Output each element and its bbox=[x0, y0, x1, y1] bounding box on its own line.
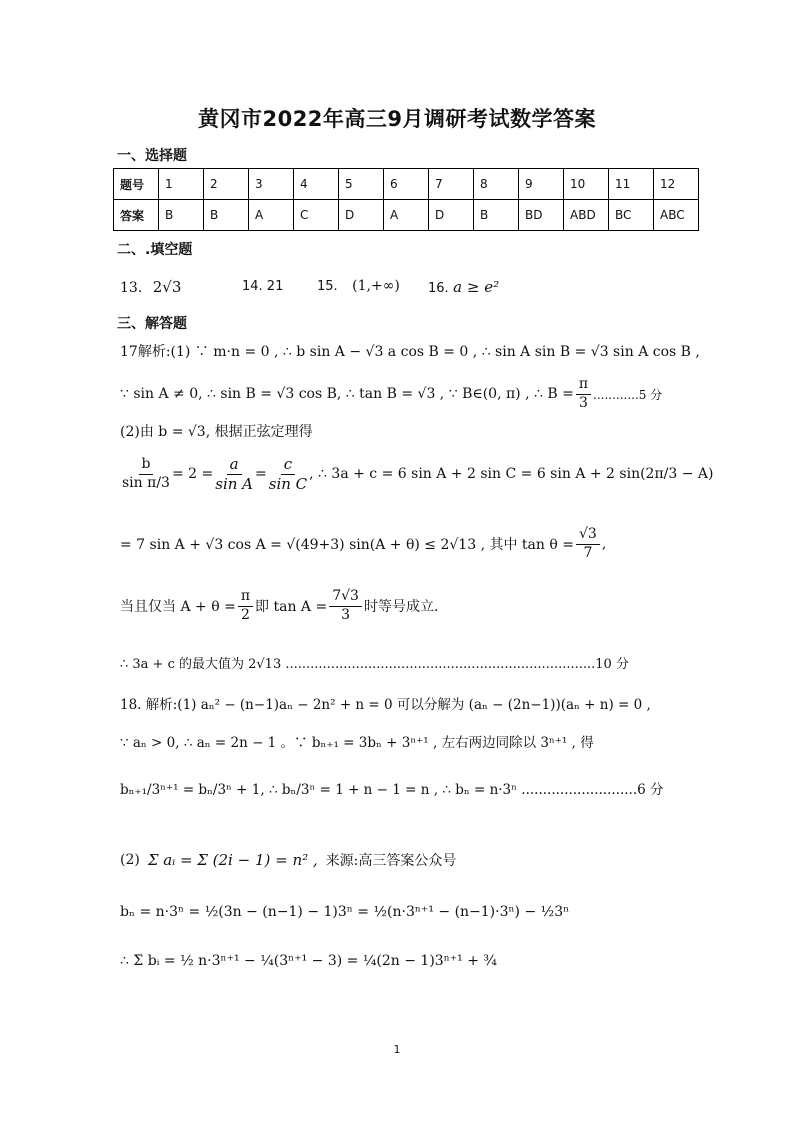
q17-line-6 bbox=[120, 588, 438, 624]
q15-value: (1,+∞) bbox=[352, 278, 400, 294]
q18-line-5: bₙ = n·3ⁿ = ½(3n − (n−1) − 1)3ⁿ = ½(n·3ⁿ⁺¹ − (n−1)·3ⁿ) − ½3ⁿ bbox=[120, 904, 570, 920]
q17-line-1: 17解析:(1) ∵ m·n = 0 , ∴ b sin A − √3 a cos B = 0 , ∴ sin A sin B = √3 sin A cos B , bbox=[120, 344, 700, 360]
answer-cell: B bbox=[159, 200, 204, 231]
row-header-answer: 答案 bbox=[114, 200, 159, 231]
q15-label: 15. bbox=[317, 279, 338, 294]
q18-line-2: ∵ aₙ > 0, ∴ aₙ = 2n − 1 。∵ bₙ₊₁ = 3bₙ + 3ⁿ⁺¹ , 左右两边同除以 3ⁿ⁺¹ , 得 bbox=[120, 735, 594, 751]
q17-line-6-c: 时等号成立. bbox=[363, 599, 439, 615]
answer-cell: B bbox=[204, 200, 249, 231]
fraction bbox=[238, 588, 253, 624]
q17-line-3: (2)由 b = √3, 根据正弦定理得 bbox=[120, 424, 313, 440]
denominator: sin π/3 bbox=[122, 474, 170, 491]
q18-source-note: 来源:高三答案公众号 bbox=[325, 853, 457, 869]
section-choice-heading: 一、选择题 bbox=[117, 148, 187, 164]
q17-line-6-a: 当且仅当 A + θ = bbox=[120, 599, 236, 615]
question-number: 9 bbox=[519, 169, 564, 200]
answer-cell: BC bbox=[609, 200, 654, 231]
q18-line-4 bbox=[120, 850, 456, 870]
q18-part2-label: (2) bbox=[120, 852, 140, 868]
answer-cell: BD bbox=[519, 200, 564, 231]
table-row bbox=[114, 169, 699, 200]
fill-answer-16 bbox=[428, 278, 499, 296]
question-number: 3 bbox=[249, 169, 294, 200]
numerator: √3 bbox=[576, 526, 600, 545]
page-number: 1 bbox=[393, 1043, 401, 1056]
answer-cell: ABD bbox=[564, 200, 609, 231]
numerator: π bbox=[238, 588, 253, 607]
question-number: 12 bbox=[654, 169, 699, 200]
fraction bbox=[329, 588, 362, 624]
question-number: 5 bbox=[339, 169, 384, 200]
q17-line-2 bbox=[120, 376, 662, 412]
denominator: 3 bbox=[578, 394, 588, 411]
answer-cell: C bbox=[294, 200, 339, 231]
question-number: 2 bbox=[204, 169, 249, 200]
answer-cell: A bbox=[249, 200, 294, 231]
question-number: 6 bbox=[384, 169, 429, 200]
numerator: 7√3 bbox=[329, 588, 362, 607]
denominator: 2 bbox=[240, 606, 250, 623]
section-fill-heading: 二、.填空题 bbox=[117, 242, 193, 258]
q17-line-2-text: ∵ sin A ≠ 0, ∴ sin B = √3 cos B, ∴ tan B = √3 , ∵ B∈(0, π) , ∴ B = bbox=[120, 386, 574, 402]
fraction bbox=[576, 526, 600, 562]
question-number: 11 bbox=[609, 169, 654, 200]
q18-line-6: ∴ Σ bᵢ = ½ n·3ⁿ⁺¹ − ¼(3ⁿ⁺¹ − 3) = ¼(2n − 1)3ⁿ⁺¹ + ¾ bbox=[120, 953, 497, 969]
answer-cell: D bbox=[339, 200, 384, 231]
q13-value: 2√3 bbox=[152, 278, 182, 296]
fill-answer-14: 14. 21 bbox=[242, 279, 284, 294]
answer-table bbox=[113, 168, 699, 231]
table-row bbox=[114, 200, 699, 231]
q13-label: 13. bbox=[120, 280, 143, 296]
row-header-number: 题号 bbox=[114, 169, 159, 200]
q16-value: a ≥ e² bbox=[453, 278, 500, 296]
q18-line-3: bₙ₊₁/3ⁿ⁺¹ = bₙ/3ⁿ + 1, ∴ bₙ/3ⁿ = 1 + n − 1 = n , ∴ bₙ = n·3ⁿ ...........................6 分 bbox=[120, 782, 664, 798]
page-title: 黄冈市2022年高三9月调研考试数学答案 bbox=[197, 107, 597, 131]
score-note: ............5 分 bbox=[593, 387, 663, 402]
answer-cell: B bbox=[474, 200, 519, 231]
numerator: a bbox=[227, 455, 242, 475]
section-solution-heading: 三、解答题 bbox=[117, 316, 187, 332]
q17-line-7: ∴ 3a + c 的最大值为 2√13 ...........................................................................10 分 bbox=[120, 657, 629, 672]
q18-line-1: 18. 解析:(1) aₙ² − (n−1)aₙ − 2n² + n = 0 可以分解为 (aₙ − (2n−1))(aₙ + n) = 0 , bbox=[120, 697, 651, 713]
denominator: 3 bbox=[341, 606, 351, 623]
question-number: 8 bbox=[474, 169, 519, 200]
fraction bbox=[122, 456, 170, 492]
numerator: b bbox=[139, 456, 154, 475]
numerator: c bbox=[281, 455, 295, 475]
fraction bbox=[576, 376, 591, 412]
q17-line-5: = 7 sin A + √3 cos A = √(49+3) sin(A + θ) ≤ 2√13 , 其中 tan θ = $\frac{√3}{7}$ , bbox=[120, 526, 607, 561]
q17-line-5-text: = 7 sin A + √3 cos A = √(49+3) sin(A + θ) ≤ 2√13 , 其中 tan θ = bbox=[120, 537, 574, 553]
fill-answer-13 bbox=[120, 278, 181, 296]
numerator: π bbox=[576, 376, 591, 395]
fraction bbox=[269, 455, 307, 494]
question-number: 4 bbox=[294, 169, 339, 200]
q16-label: 16. bbox=[428, 281, 449, 296]
equals-two: = 2 = bbox=[171, 466, 214, 483]
q17-line-6-b: 即 tan A = bbox=[255, 599, 328, 615]
q18-sum-formula: Σ aᵢ = Σ (2i − 1) = n² , bbox=[147, 851, 318, 869]
answer-cell: D bbox=[429, 200, 474, 231]
question-number: 1 bbox=[159, 169, 204, 200]
q17-line-4-rest: , ∴ 3a + c = 6 sin A + 2 sin C = 6 sin A + 2 sin(2π/3 − A) bbox=[309, 466, 714, 483]
denominator: sin A bbox=[215, 474, 254, 493]
answer-cell: A bbox=[384, 200, 429, 231]
fill-answer-15 bbox=[317, 278, 400, 294]
question-number: 7 bbox=[429, 169, 474, 200]
denominator: sin C bbox=[268, 474, 308, 493]
answer-cell: ABC bbox=[654, 200, 699, 231]
fraction bbox=[215, 455, 253, 494]
q17-line-4: $\frac{b}{\text{sin π/3}}$ = 2 = $\frac{a}{\text{sin A}}$ = $\frac{c}{\text{sin C}}$ , ∴ 3a + c = 6 sin A + 2 sin C = 6 sin A + 2 sin(2π/3 − A) bbox=[122, 455, 714, 493]
denominator: 7 bbox=[583, 544, 593, 561]
question-number: 10 bbox=[564, 169, 609, 200]
